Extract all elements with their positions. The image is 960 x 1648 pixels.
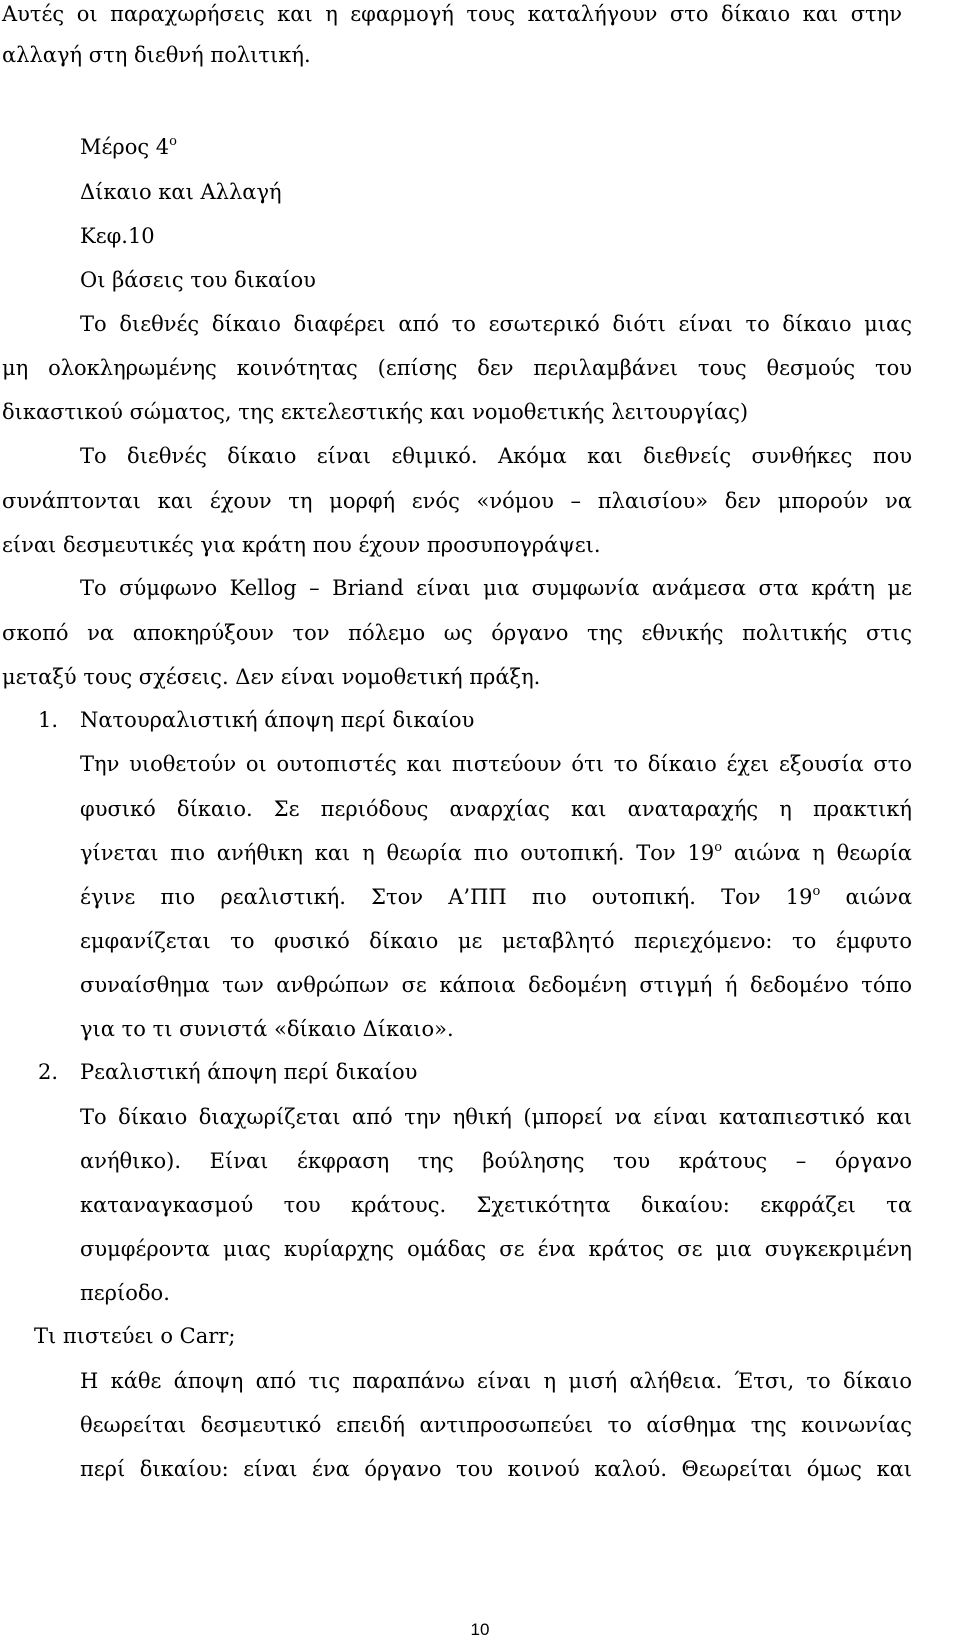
- paragraph-line: αλλαγή στη διεθνή πολιτική.: [2, 43, 311, 67]
- paragraph-line: Το διεθνές δίκαιο είναι εθιμικό. Ακόμα και διεθνείς συνθήκες που: [80, 444, 912, 468]
- list-item-line: περίοδο.: [80, 1281, 170, 1305]
- list-item-line: [80, 839, 912, 867]
- paragraph-line: περί δικαίου: είναι ένα όργανο του κοινού καλού. Θεωρείται όμως και: [80, 1457, 912, 1481]
- list-item-line: εμφανίζεται το φυσικό δίκαιο με μεταβλητό περιεχόμενο: το έμφυτο: [80, 929, 912, 953]
- paragraph-line: Το σύμφωνο Kellog – Briand είναι μια συμφωνία ανάμεσα στα κράτη με: [80, 576, 912, 600]
- text-run: αιώνα η θεωρία: [722, 841, 912, 865]
- paragraph-line: δικαστικού σώματος, της εκτελεστικής και νομοθετικής λειτουργίας): [2, 400, 749, 424]
- text-run: αιώνα: [820, 885, 912, 909]
- ordinal-superscript: ο: [714, 840, 723, 855]
- list-item-line: Το δίκαιο διαχωρίζεται από την ηθική (μπορεί να είναι καταπιεστικό και: [80, 1105, 912, 1129]
- list-item-line: συμφέροντα μιας κυρίαρχης ομάδας σε ένα κράτος σε μια συγκεκριμένη: [80, 1237, 912, 1261]
- chapter-title: Οι βάσεις του δικαίου: [80, 268, 316, 292]
- paragraph-line: είναι δεσμευτικές για κράτη που έχουν προσυπογράψει.: [2, 533, 601, 557]
- paragraph-line: σκοπό να αποκηρύξουν τον πόλεμο ως όργανο της εθνικής πολιτικής στις: [2, 621, 912, 645]
- list-item-line: συναίσθημα των ανθρώπων σε κάποια δεδομένη στιγμή ή δεδομένο τόπο: [80, 973, 912, 997]
- section-question: Τι πιστεύει ο Carr;: [34, 1324, 236, 1348]
- text-run: γίνεται πιο ανήθικη και η θεωρία πιο ουτοπική. Τον 19: [80, 841, 715, 865]
- part-title: Δίκαιο και Αλλαγή: [80, 180, 282, 204]
- part-heading: [80, 133, 177, 161]
- list-number: 2.: [38, 1060, 59, 1084]
- list-item-line: φυσικό δίκαιο. Σε περιόδους αναρχίας και αναταραχής η πρακτική: [80, 797, 912, 821]
- paragraph-line: μη ολοκληρωμένης κοινότητας (επίσης δεν περιλαμβάνει τους θεσμούς του: [2, 356, 912, 380]
- list-item-line: Την υιοθετούν οι ουτοπιστές και πιστεύουν ότι το δίκαιο έχει εξουσία στο: [80, 752, 912, 776]
- list-item-line: [80, 883, 912, 911]
- ordinal-superscript: ο: [169, 134, 177, 149]
- paragraph-line: θεωρείται δεσμευτικό επειδή αντιπροσωπεύει το αίσθημα της κοινωνίας: [80, 1413, 912, 1437]
- part-label: Μέρος 4: [80, 135, 170, 159]
- paragraph-line: Αυτές οι παραχωρήσεις και η εφαρμογή τους καταλήγουν στο δίκαιο και στην: [2, 2, 902, 26]
- list-item-line: ανήθικο). Είναι έκφραση της βούλησης του κράτους – όργανο: [80, 1149, 912, 1173]
- list-item-heading: Νατουραλιστική άποψη περί δικαίου: [80, 708, 475, 732]
- paragraph-line: Η κάθε άποψη από τις παραπάνω είναι η μισή αλήθεια. Έτσι, το δίκαιο: [80, 1369, 912, 1393]
- list-item-line: καταναγκασμού του κράτους. Σχετικότητα δικαίου: εκφράζει τα: [80, 1193, 912, 1217]
- list-item-line: για το τι συνιστά «δίκαιο Δίκαιο».: [80, 1017, 454, 1041]
- page-number: 10: [470, 1620, 490, 1639]
- paragraph-line: Το διεθνές δίκαιο διαφέρει από το εσωτερικό διότι είναι το δίκαιο μιας: [80, 312, 912, 336]
- ordinal-superscript: ο: [812, 884, 821, 899]
- paragraph-line: συνάπτονται και έχουν τη μορφή ενός «νόμου – πλαισίου» δεν μπορούν να: [2, 489, 912, 513]
- list-item-heading: Ρεαλιστική άποψη περί δικαίου: [80, 1060, 418, 1084]
- text-run: έγινε πιο ρεαλιστική. Στον Α’ΠΠ πιο ουτοπική. Τον 19: [80, 885, 813, 909]
- chapter-label: Κεφ.10: [80, 224, 155, 248]
- list-number: 1.: [38, 708, 59, 732]
- paragraph-line: μεταξύ τους σχέσεις. Δεν είναι νομοθετική πράξη.: [2, 665, 541, 689]
